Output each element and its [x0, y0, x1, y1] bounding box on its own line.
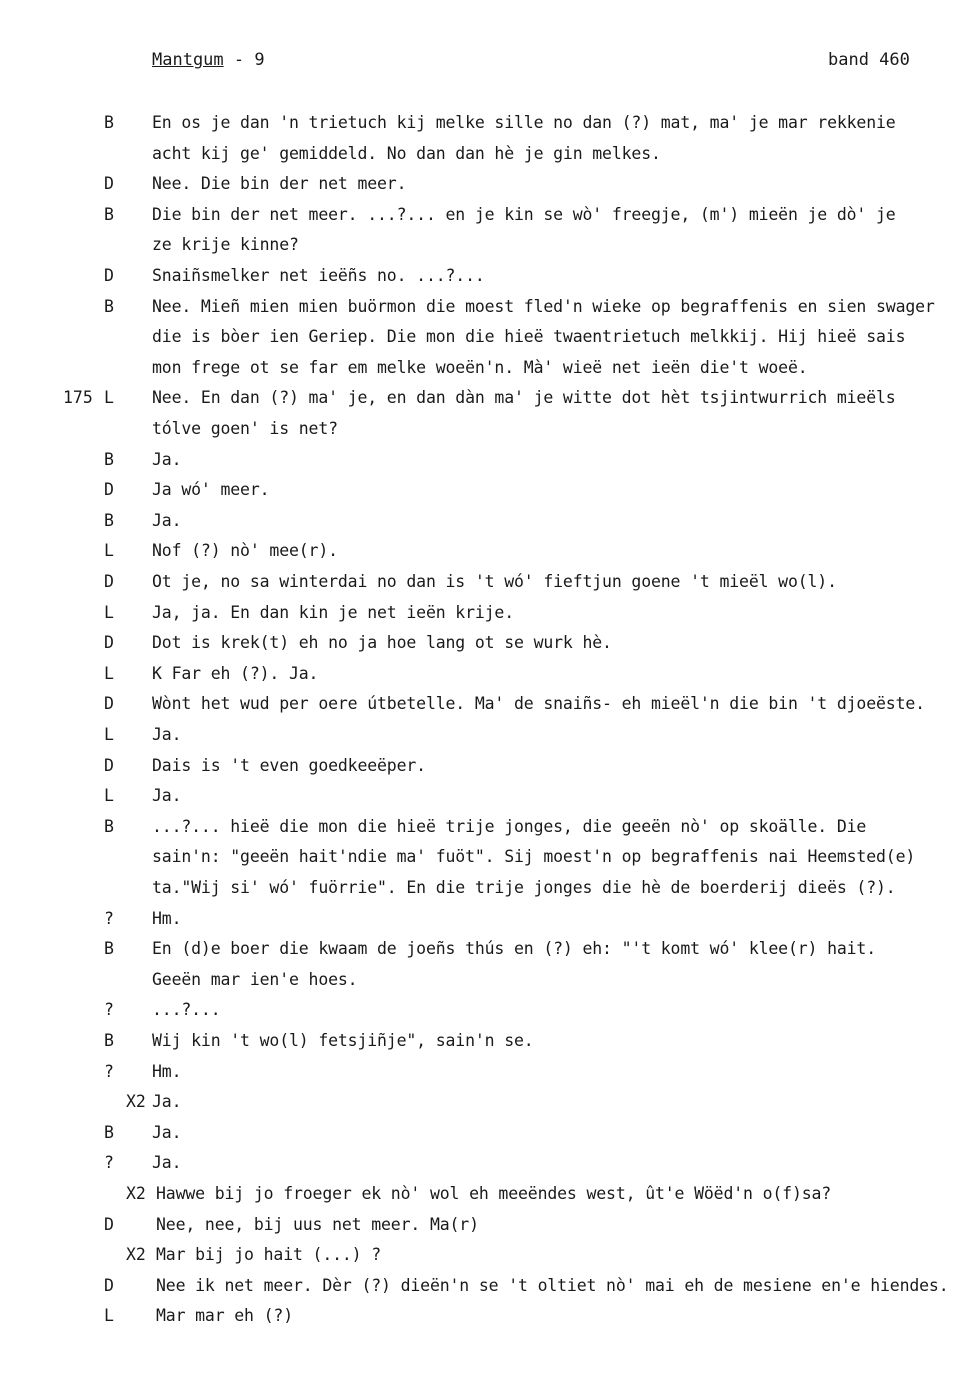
- line-text: mon frege ot se far em melke woeën'n. Mà' wieë net ieën die't woeë.: [152, 357, 808, 377]
- speaker-label: D: [104, 1275, 114, 1295]
- line-text: sain'n: "geeën hait'ndie ma' fuöt". Sij moest'n op begraffenis nai Heemsted(e): [152, 847, 916, 867]
- speaker-label: B: [104, 1031, 114, 1050]
- line-text: Ja, ja. En dan kin je net ieën krije.: [152, 602, 515, 622]
- place-name: Mantgum: [152, 50, 224, 70]
- transcript-line: [0, 844, 973, 870]
- line-text: Ot je, no sa winterdai no dan is 't wó' fieftjun goene 't mieël wo(l).: [152, 572, 837, 591]
- transcript-line: [0, 1273, 973, 1299]
- line-text: Snaiñsmelker net ieëñs no. ...?...: [152, 266, 485, 285]
- transcript-line: [0, 1089, 973, 1115]
- speaker-label: ?: [104, 1061, 114, 1081]
- speaker-label: B: [104, 113, 114, 132]
- transcript-line: [0, 110, 973, 136]
- line-text: Mar mar eh (?): [156, 1306, 293, 1326]
- speaker-label: B: [104, 510, 114, 530]
- speaker-label: X2: [126, 1092, 146, 1112]
- line-text: En os je dan 'n trietuch kij melke sille no dan (?) mat, ma' je mar rekkenie: [152, 113, 896, 132]
- page-number: - 9: [223, 50, 265, 70]
- line-text: En (d)e boer die kwaam de joeñs thús en (?) eh: "'t komt wó' klee(r) hait.: [152, 939, 877, 959]
- speaker-label: ?: [104, 1000, 114, 1020]
- speaker-label: B: [104, 449, 114, 469]
- page-title: [152, 50, 265, 70]
- transcript-line: [0, 294, 973, 320]
- transcript-line: [0, 141, 973, 167]
- transcript-line: [0, 661, 973, 687]
- speaker-label: L: [104, 663, 114, 683]
- line-text: die is bòer ien Geriep. Die mon die hieë twaentrietuch melkkij. Hij hieë sais: [152, 327, 906, 347]
- transcript-line: [0, 630, 973, 656]
- speaker-label: D: [104, 755, 114, 775]
- speaker-label: B: [104, 816, 114, 836]
- transcript-line: [0, 783, 973, 809]
- speaker-label: D: [104, 694, 114, 714]
- speaker-label: L: [104, 388, 114, 408]
- line-text: Nof (?) nò' mee(r).: [152, 541, 338, 561]
- speaker-label: L: [104, 541, 114, 561]
- line-text: Ja.: [152, 725, 182, 744]
- speaker-label: D: [104, 174, 114, 194]
- line-text: Ja.: [152, 1092, 182, 1112]
- speaker-label: L: [104, 602, 114, 622]
- transcript-line: [0, 477, 973, 503]
- transcript-line: [0, 447, 973, 473]
- transcript-line: [0, 722, 973, 748]
- transcript-line: [0, 171, 973, 197]
- page-header: [0, 50, 973, 76]
- line-text: Ja.: [152, 449, 182, 469]
- line-text: ...?...: [152, 1000, 221, 1020]
- speaker-label: L: [104, 786, 114, 806]
- line-text: Ja.: [152, 1122, 182, 1142]
- transcript-line: [0, 232, 973, 258]
- line-text: ta."Wij si' wó' fuörrie". En die trije jonges die hè de boerderij dieës (?).: [152, 878, 896, 897]
- transcript-line: [0, 600, 973, 626]
- transcript-line: [0, 355, 973, 381]
- line-text: Wònt het wud per oere útbetelle. Ma' de snaiñs- eh mieël'n die bin 't djoeëste.: [152, 694, 925, 714]
- transcript-line: [0, 324, 973, 350]
- speaker-label: D: [104, 266, 114, 285]
- transcript-line: [0, 416, 973, 442]
- speaker-label: D: [104, 1214, 114, 1234]
- transcript-line: [0, 875, 973, 901]
- transcript-line: [0, 1059, 973, 1085]
- line-text: Ja.: [152, 1153, 182, 1173]
- line-text: Hm.: [152, 908, 182, 928]
- speaker-label: ?: [104, 908, 114, 928]
- speaker-label: D: [104, 480, 114, 500]
- line-text: Nee. Die bin der net meer.: [152, 174, 407, 194]
- transcript-line: [0, 1212, 973, 1238]
- line-text: ...?... hieë die mon die hieë trije jonges, die geeën nò' op skoälle. Die: [152, 816, 867, 836]
- line-text: K Far eh (?). Ja.: [152, 663, 319, 683]
- transcript-line: [0, 1150, 973, 1176]
- transcript-line: [0, 691, 973, 717]
- line-text: Nee. Mieñ mien mien buörmon die moest fled'n wieke op begraffenis en sien swager: [152, 296, 935, 316]
- line-text: tólve goen' is net?: [152, 419, 338, 438]
- transcript-line: [0, 508, 973, 534]
- line-text: Geeën mar ien'e hoes.: [152, 969, 358, 989]
- speaker-label: X2: [126, 1245, 146, 1265]
- transcript-line: [0, 997, 973, 1023]
- line-text: Mar bij jo hait (...) ?: [156, 1245, 382, 1265]
- transcript-line: [0, 967, 973, 993]
- speaker-label: B: [104, 204, 114, 224]
- line-text: acht kij ge' gemiddeld. No dan dan hè je gin melkes.: [152, 143, 661, 163]
- speaker-label: D: [104, 572, 114, 591]
- speaker-label: D: [104, 633, 114, 653]
- transcript-line: [0, 906, 973, 932]
- speaker-label: B: [104, 939, 114, 959]
- line-text: Dot is krek(t) eh no ja hoe lang ot se wurk hè.: [152, 633, 612, 653]
- transcript-line: [0, 1028, 973, 1054]
- transcript-line: [0, 1242, 973, 1268]
- line-text: Ja.: [152, 786, 182, 806]
- transcript-line: [0, 936, 973, 962]
- line-text: Nee ik net meer. Dèr (?) dieën'n se 't oltiet nò' mai eh de mesiene en'e hiendes.: [156, 1275, 949, 1295]
- transcript-line: [0, 569, 973, 595]
- speaker-label: X2: [126, 1184, 146, 1203]
- transcript-line: [0, 1120, 973, 1146]
- speaker-label: B: [104, 1122, 114, 1142]
- line-text: Ja wó' meer.: [152, 480, 270, 500]
- speaker-label: B: [104, 296, 114, 316]
- speaker-label: L: [104, 725, 114, 744]
- band-label: band 460: [828, 50, 910, 70]
- transcript-line: [0, 753, 973, 779]
- speaker-label: ?: [104, 1153, 114, 1173]
- line-number: 175: [63, 388, 93, 408]
- transcript-line: [0, 263, 973, 289]
- transcript-line: [0, 202, 973, 228]
- line-text: ze krije kinne?: [152, 235, 299, 255]
- transcript-line: [0, 538, 973, 564]
- speaker-label: L: [104, 1306, 114, 1326]
- transcript-line: [0, 385, 973, 411]
- transcript-line: [0, 1303, 973, 1329]
- line-text: Hawwe bij jo froeger ek nò' wol eh meeëndes west, ût'e Wöëd'n o(f)sa?: [156, 1184, 832, 1203]
- line-text: Die bin der net meer. ...?... en je kin se wò' freegje, (m') mieën je dò' je: [152, 204, 896, 224]
- line-text: Wij kin 't wo(l) fetsjiñje", sain'n se.: [152, 1031, 534, 1050]
- line-text: Dais is 't even goedkeeëper.: [152, 755, 426, 775]
- transcript-line: [0, 814, 973, 840]
- line-text: Hm.: [152, 1061, 182, 1081]
- line-text: Ja.: [152, 510, 182, 530]
- transcript-line: [0, 1181, 973, 1207]
- line-text: Nee, nee, bij uus net meer. Ma(r): [156, 1214, 479, 1234]
- line-text: Nee. En dan (?) ma' je, en dan dàn ma' je witte dot hèt tsjintwurrich mieëls: [152, 388, 896, 408]
